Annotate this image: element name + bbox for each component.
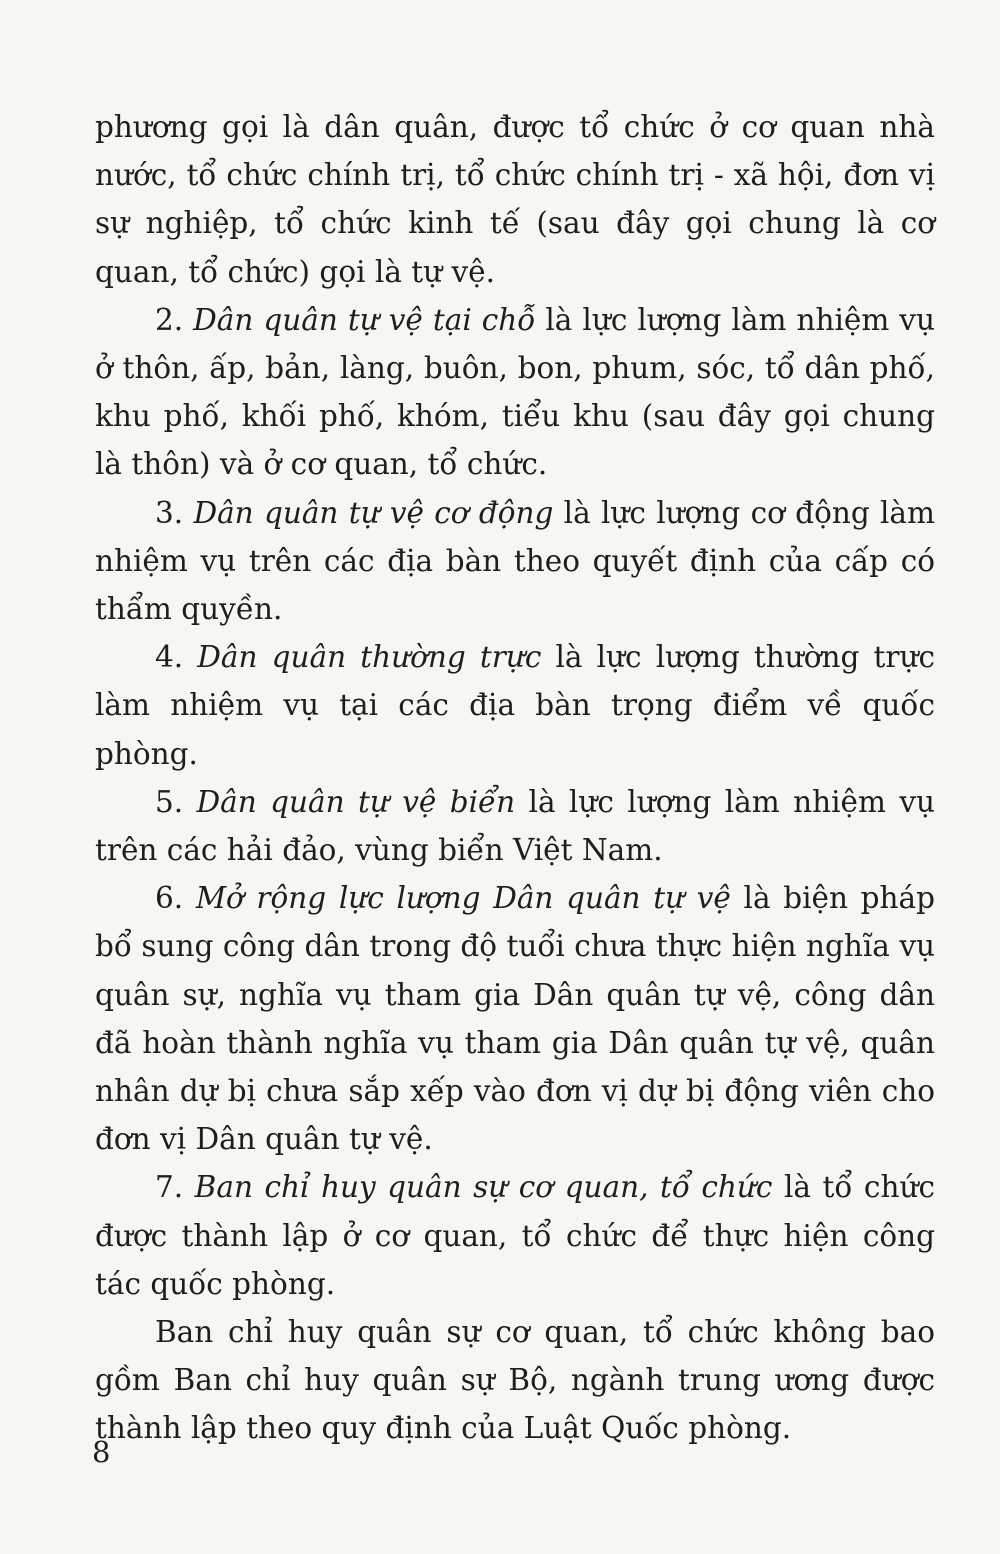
definition-item-2 (95, 296, 935, 489)
closing-paragraph (95, 1308, 935, 1453)
page-number: 8 (92, 1435, 111, 1469)
item-number: 7. (155, 1170, 195, 1205)
item-number: 5. (155, 784, 197, 819)
definition-item-4 (95, 633, 935, 778)
definition-text: là lực lượng làm nhiệm vụ ở thôn, ấp, bản, làng, buôn, bon, phum, sóc, tổ dân phố, khu phố, khối phố, khóm, tiểu khu (sau đây gọi chung là thôn) và ở cơ quan, tổ chức. (95, 302, 935, 482)
definition-item-5 (95, 778, 935, 874)
paragraph-text: Ban chỉ huy quân sự cơ quan, tổ chức không bao gồm Ban chỉ huy quân sự Bộ, ngành trung ương được thành lập theo quy định của Luật Quốc phòng. (95, 1315, 935, 1446)
definition-text: là tổ chức được thành lập ở cơ quan, tổ chức để thực hiện công tác quốc phòng. (95, 1170, 935, 1301)
definition-text: là biện pháp bổ sung công dân trong độ tuổi chưa thực hiện nghĩa vụ quân sự, nghĩa vụ tham gia Dân quân tự vệ, công dân đã hoàn thành nghĩa vụ tham gia Dân quân tự vệ, quân nhân dự bị chưa sắp xếp vào đơn vị dự bị động viên cho đơn vị Dân quân tự vệ. (95, 881, 935, 1157)
defined-term: Ban chỉ huy quân sự cơ quan, tổ chức (194, 1170, 773, 1205)
item-number: 6. (155, 881, 196, 916)
item-number: 2. (155, 302, 194, 337)
defined-term: Dân quân thường trực (197, 640, 542, 675)
definition-item-6 (95, 874, 935, 1163)
page-body (95, 103, 935, 1453)
item-number: 3. (155, 495, 194, 530)
definition-item-3 (95, 489, 935, 634)
definition-item-7 (95, 1163, 935, 1308)
definition-text: là lực lượng thường trực làm nhiệm vụ tại các địa bàn trọng điểm về quốc phòng. (95, 640, 935, 771)
definition-text: là lực lượng làm nhiệm vụ trên các hải đảo, vùng biển Việt Nam. (95, 784, 935, 868)
paragraph-text: phương gọi là dân quân, được tổ chức ở cơ quan nhà nước, tổ chức chính trị, tổ chức chính trị - xã hội, đơn vị sự nghiệp, tổ chức kinh tế (sau đây gọi chung là cơ quan, tổ chức) gọi là tự vệ. (95, 110, 935, 289)
definition-text: là lực lượng cơ động làm nhiệm vụ trên các địa bàn theo quyết định của cấp có thẩm quyền. (95, 495, 935, 627)
defined-term: Dân quân tự vệ biển (196, 784, 516, 819)
defined-term: Dân quân tự vệ cơ động (193, 495, 554, 530)
defined-term: Mở rộng lực lượng Dân quân tự vệ (195, 881, 731, 916)
item-number: 4. (155, 640, 198, 675)
paragraph-continuation (95, 103, 935, 296)
defined-term: Dân quân tự vệ tại chỗ (193, 302, 536, 337)
